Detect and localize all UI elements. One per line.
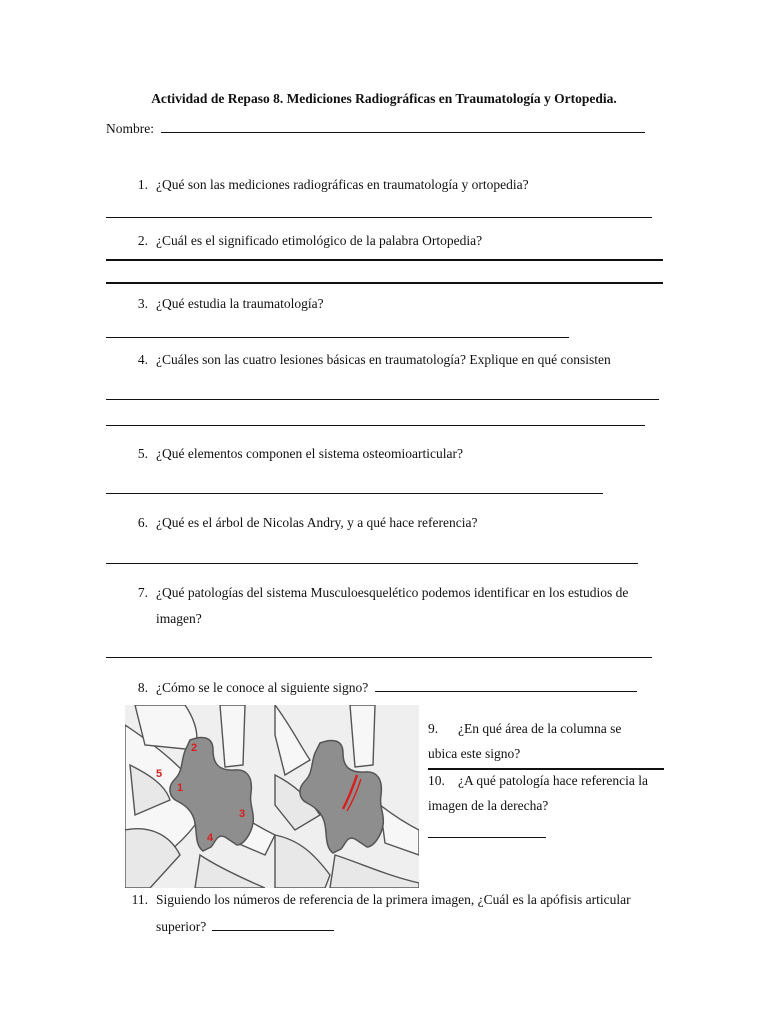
answer-field-11[interactable] [212, 917, 334, 931]
answer-line-5[interactable] [106, 493, 603, 494]
answer-line-4b[interactable] [106, 425, 645, 426]
name-row [106, 119, 645, 138]
page-title: Actividad de Repaso 8. Mediciones Radiográficas en Traumatología y Ortopedia. [151, 91, 617, 106]
name-field[interactable] [161, 119, 645, 133]
question-11-cont: superior? [156, 917, 334, 936]
spine-illustration [125, 705, 419, 888]
figure-label-5: 5 [156, 768, 163, 780]
question-5: 5. ¿Qué elementos componen el sistema osteomioarticular? [137, 446, 464, 461]
question-2: 2. ¿Cuál es el significado etimológico de la palabra Ortopedia? [137, 233, 483, 248]
answer-line-7[interactable] [106, 657, 652, 658]
answer-line-1[interactable] [106, 217, 652, 218]
answer-line-10[interactable] [428, 837, 546, 838]
question-10: 10. ¿A qué patología hace referencia la imagen de la derecha? [428, 773, 649, 813]
name-label: Nombre: [106, 121, 154, 136]
figure-label-4: 4 [207, 832, 214, 844]
question-4: 4. ¿Cuáles son las cuatro lesiones básicas en traumatología? Explique en qué consisten [137, 352, 611, 367]
answer-line-3[interactable] [106, 337, 569, 338]
answer-line-2a[interactable] [106, 259, 663, 261]
question-8: 8. ¿Cómo se le conoce al siguiente signo? [126, 678, 637, 697]
figure-label-1: 1 [177, 782, 184, 794]
question-1: 1. ¿Qué son las mediciones radiográficas en traumatología y ortopedia? [137, 177, 529, 192]
figure-label-3: 3 [239, 808, 246, 820]
spine-figure [125, 705, 419, 888]
answer-line-6[interactable] [106, 563, 638, 564]
question-7-cont: imagen? [156, 611, 202, 626]
question-9: 9. ¿En qué área de la columna se ubica este signo? [428, 721, 622, 761]
answer-line-2b[interactable] [106, 282, 663, 284]
question-3: 3. ¿Qué estudia la traumatología? [137, 296, 324, 311]
answer-field-8[interactable] [375, 678, 637, 692]
figure-label-2: 2 [191, 742, 198, 754]
question-7: 7. ¿Qué patologías del sistema Musculoesquelético podemos identificar en los estudios de [137, 585, 629, 600]
question-11: 11. Siguiendo los números de referencia de la primera imagen, ¿Cuál es la apófisis articular [131, 892, 631, 907]
question-6: 6. ¿Qué es el árbol de Nicolas Andry, y a qué hace referencia? [137, 515, 478, 530]
answer-line-4a[interactable] [106, 399, 659, 400]
